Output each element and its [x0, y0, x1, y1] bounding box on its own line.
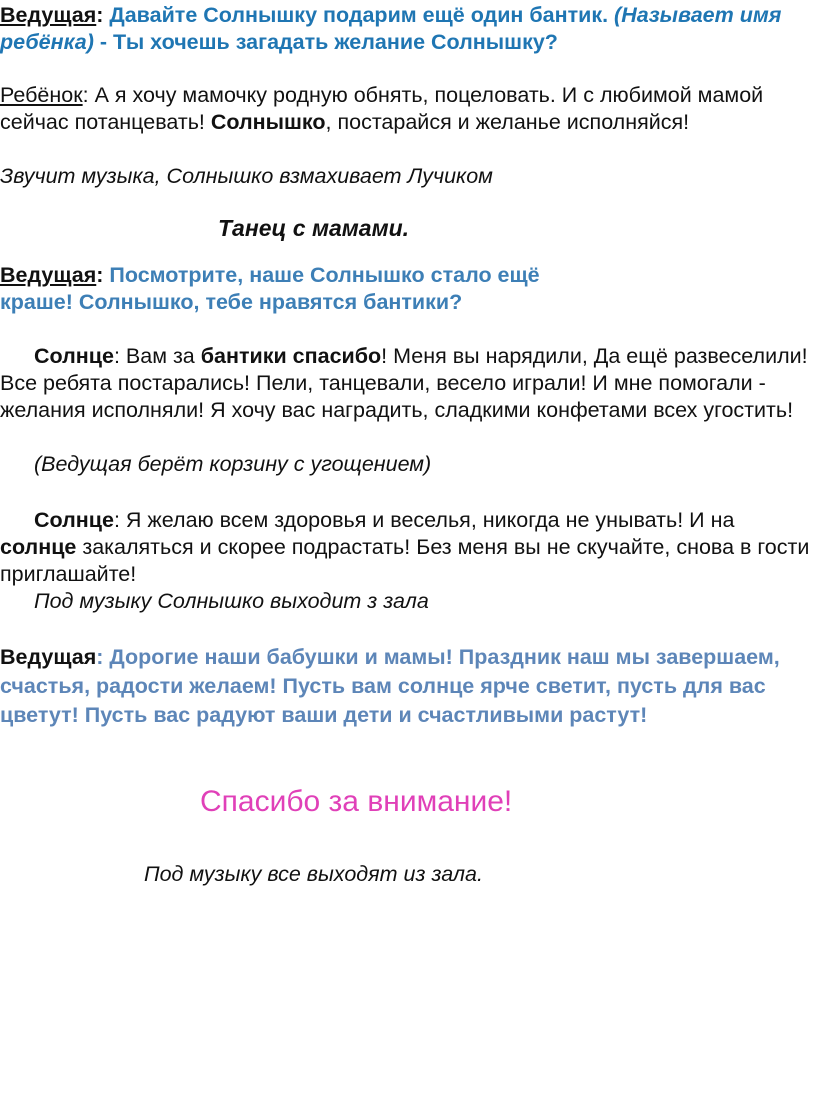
host-line: Давайте Солнышку подарим ещё один бантик.	[103, 3, 615, 27]
sun-speech: закаляться и скорее подрастать! Без меня вы не скучайте, снова в гости приглашайте!	[0, 535, 810, 586]
thanks-title: Спасибо за внимание!	[200, 785, 513, 818]
child-line: : А я хочу мамочку родную обнять, поцеловать. И с любимой мамой сейчас потанцевать!	[0, 83, 764, 134]
paragraph-host-finale	[0, 643, 812, 730]
paragraph-host-bow	[0, 2, 812, 56]
stage-note: (Называет имя ребёнка)	[0, 3, 782, 54]
speaker-label: Ведущая	[0, 645, 97, 669]
stage-direction-exit	[0, 588, 812, 615]
paragraph-sun-thanks	[0, 343, 812, 424]
speaker-colon: :	[96, 263, 104, 287]
final-stage-direction: Под музыку все выходят из зала.	[144, 862, 483, 886]
sun-line: : Я желаю всем здоровья и веселья, никогда не унывать! И на	[113, 508, 735, 532]
dance-heading: Танец с мамами.	[218, 215, 410, 241]
host-line-1: Посмотрите, наше Солнышко стало ещё	[103, 263, 540, 287]
host-finale-text: : Дорогие наши бабушки и мамы! Праздник наш мы завершаем, счастья, радости желаем! Пусть вам солнце ярче светит, пусть для вас цветут! Пусть вас радуют ваши дети и счастливыми растут!	[0, 645, 780, 727]
paragraph-child	[0, 82, 812, 136]
sun-word: солнце	[0, 535, 77, 559]
sun-speech: ! Меня вы нарядили, Да ещё развеселили! Все ребята постарались! Пели, танцевали, весело играли! И мне помогали - желания исполняли! Я хочу вас наградить, сладкими конфетами всех угостить!	[0, 344, 808, 422]
speaker-label: Ведущая	[0, 3, 97, 27]
child-wish: , постарайся и желанье исполняйся!	[325, 110, 690, 134]
host-question: - Ты хочешь загадать желание Солнышку?	[93, 30, 558, 54]
sun-name: Солнышко	[210, 110, 326, 134]
stage-direction-music: Звучит музыка, Солнышко взмахивает Лучиком	[0, 164, 493, 188]
speaker-label: Солнце	[34, 344, 114, 368]
basket-note: (Ведущая берёт корзину с угощением)	[34, 452, 432, 476]
speaker-colon: :	[96, 3, 104, 27]
paragraph-host-look	[0, 262, 812, 316]
speaker-label: Солнце	[34, 508, 114, 532]
speaker-label: Ведущая	[0, 263, 97, 287]
stage-direction-basket	[0, 451, 812, 478]
host-line-2: краше! Солнышко, тебе нравятся бантики?	[0, 290, 463, 314]
sun-line: : Вам за	[113, 344, 201, 368]
bows-thanks: бантики спасибо	[200, 344, 382, 368]
paragraph-sun-wish	[0, 507, 812, 588]
speaker-label: Ребёнок	[0, 83, 83, 107]
exit-note: Под музыку Солнышко выходит з зала	[34, 589, 429, 613]
